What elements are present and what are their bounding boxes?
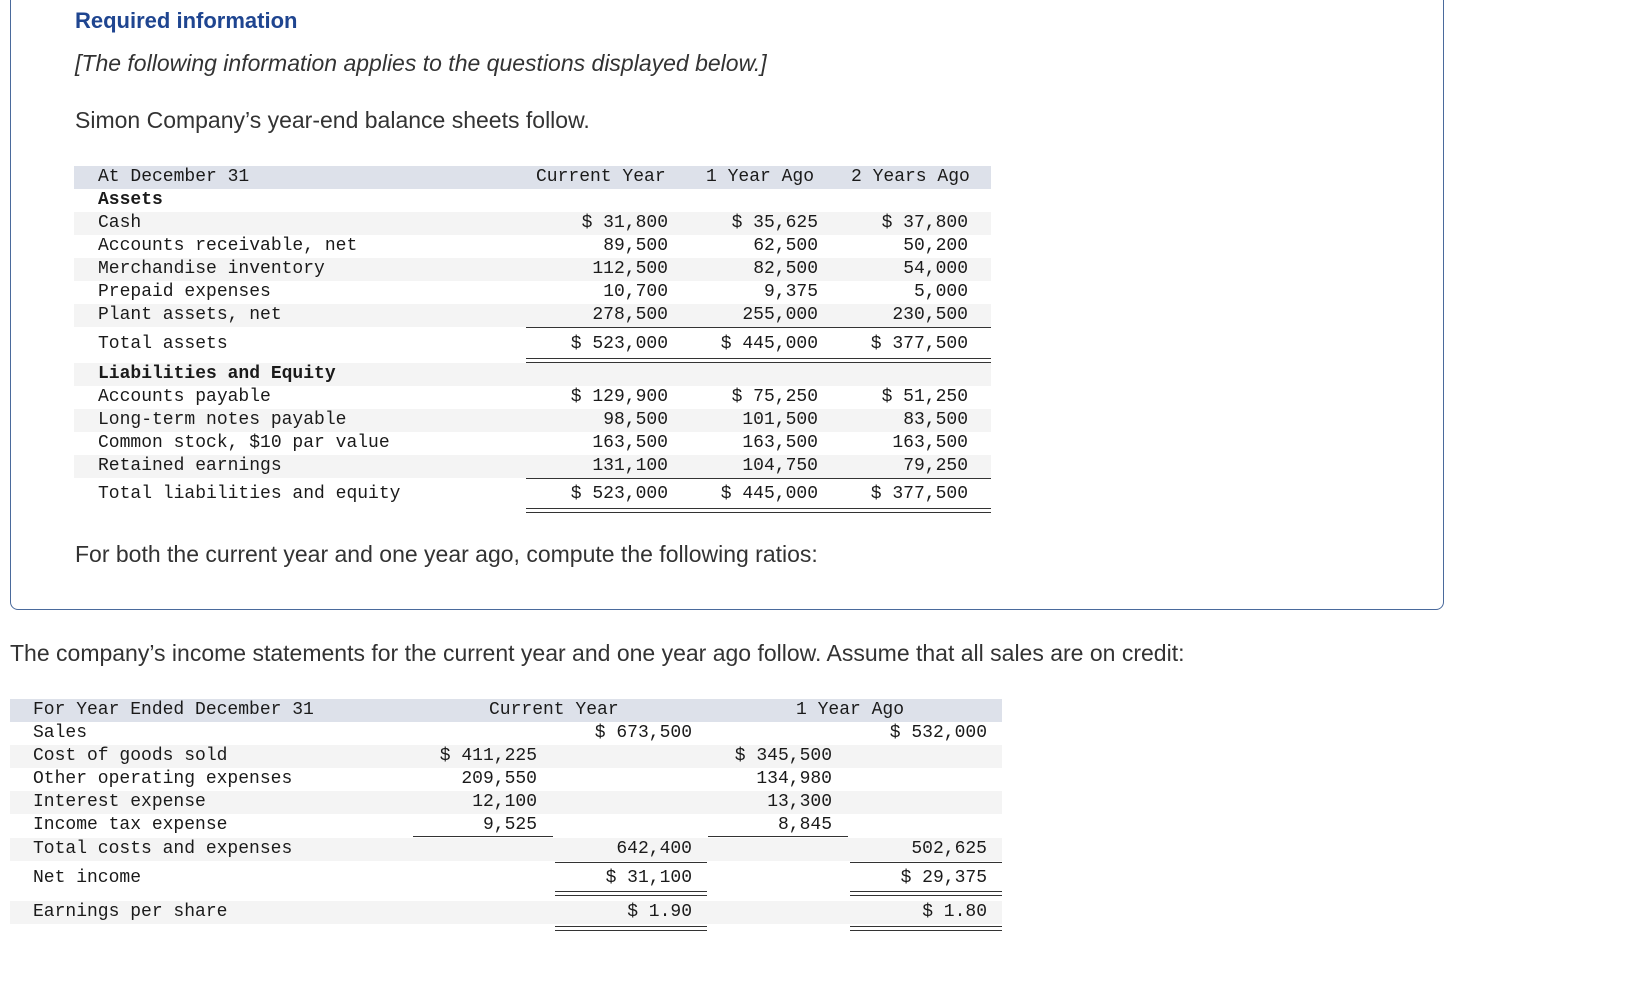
subtotal-rule	[708, 836, 848, 837]
value-2-years-ago: 54,000	[903, 259, 968, 279]
value-2-years-ago: $ 377,500	[870, 334, 968, 354]
table-row	[10, 768, 1002, 791]
section-heading	[74, 363, 991, 386]
value-2-years-ago: 50,200	[903, 236, 968, 256]
value-current-year: $ 1.90	[627, 902, 692, 922]
liabilities-heading: Liabilities and Equity	[98, 364, 336, 384]
row-label: Plant assets, net	[98, 305, 282, 325]
table-row	[74, 455, 991, 478]
assets-heading: Assets	[98, 190, 163, 210]
value-current-year: 10,700	[603, 282, 668, 302]
row-label: Other operating expenses	[33, 769, 293, 789]
row-label: Sales	[33, 723, 88, 743]
row-label: Total costs and expenses	[33, 839, 293, 859]
row-label: Cash	[98, 213, 142, 233]
value-1-year-ago: 82,500	[753, 259, 818, 279]
table-row	[74, 432, 991, 455]
table-row	[10, 838, 1002, 861]
table-row	[74, 235, 991, 258]
total-double-rule	[850, 926, 1002, 931]
value-current-year: 89,500	[603, 236, 668, 256]
value-2-years-ago: $ 37,800	[881, 213, 968, 233]
value-2-years-ago: 163,500	[892, 433, 968, 453]
row-label: Cost of goods sold	[33, 746, 228, 766]
header-current-year: Current Year	[489, 700, 619, 720]
value-current-year: 12,100	[472, 792, 537, 812]
value-2-years-ago: 83,500	[903, 410, 968, 430]
total-row	[74, 483, 991, 506]
value-current-year: 112,500	[592, 259, 668, 279]
table-row	[74, 304, 991, 327]
income-statement-lead: The company’s income statements for the current year and one year ago follow. Assume that all sales are on credit:	[10, 640, 1185, 666]
value-1-year-ago: 62,500	[753, 236, 818, 256]
header-1-year-ago: 1 Year Ago	[706, 167, 815, 187]
value-current-year: 131,100	[592, 456, 668, 476]
required-info-title: Required information	[75, 8, 298, 33]
header-2-years-ago: 2 Years Ago	[851, 167, 970, 187]
value-2-years-ago: 5,000	[913, 282, 968, 302]
value-current-year: $ 31,100	[605, 868, 692, 888]
row-label: Accounts receivable, net	[98, 236, 358, 256]
row-label: Earnings per share	[33, 902, 228, 922]
value-current-year: $ 129,900	[570, 387, 668, 407]
subtotal-rule	[526, 327, 991, 328]
total-double-rule	[850, 891, 1002, 896]
table-row	[10, 814, 1002, 837]
row-label: Net income	[33, 868, 142, 888]
table-row	[10, 722, 1002, 745]
value-1-year-ago: $ 75,250	[731, 387, 818, 407]
header-period-label: For Year Ended December 31	[33, 700, 314, 720]
value-1-year-ago: 101,500	[742, 410, 818, 430]
table-header-row	[74, 166, 991, 189]
value-2-years-ago: 230,500	[892, 305, 968, 325]
value-current-year: $ 523,000	[570, 484, 668, 504]
table-row	[74, 409, 991, 432]
row-label: Accounts payable	[98, 387, 271, 407]
value-1-year-ago: 13,300	[767, 792, 832, 812]
value-current-year: $ 523,000	[570, 334, 668, 354]
total-double-rule	[555, 891, 707, 896]
value-current-year: 642,400	[616, 839, 692, 859]
row-label: Prepaid expenses	[98, 282, 271, 302]
value-1-year-ago: 134,980	[756, 769, 832, 789]
value-1-year-ago: $ 29,375	[900, 868, 987, 888]
value-current-year: 163,500	[592, 433, 668, 453]
table-row	[10, 901, 1002, 924]
table-header-row	[10, 699, 1002, 722]
value-1-year-ago: $ 1.80	[922, 902, 987, 922]
row-label: Total liabilities and equity	[98, 484, 401, 504]
value-current-year: 98,500	[603, 410, 668, 430]
total-double-rule	[526, 508, 991, 513]
value-current-year: 278,500	[592, 305, 668, 325]
value-1-year-ago: $ 345,500	[734, 746, 832, 766]
subtotal-rule	[555, 862, 707, 863]
value-1-year-ago: 9,375	[763, 282, 818, 302]
value-current-year: $ 31,800	[581, 213, 668, 233]
table-row	[10, 867, 1002, 890]
table-row	[74, 386, 991, 409]
row-label: Income tax expense	[33, 815, 228, 835]
value-2-years-ago: 79,250	[903, 456, 968, 476]
value-1-year-ago: $ 35,625	[731, 213, 818, 233]
value-1-year-ago: $ 445,000	[720, 484, 818, 504]
total-double-rule	[555, 926, 707, 931]
value-2-years-ago: $ 51,250	[881, 387, 968, 407]
value-1-year-ago: 104,750	[742, 456, 818, 476]
subtotal-rule	[526, 478, 991, 479]
row-label: Total assets	[98, 334, 228, 354]
row-label: Retained earnings	[98, 456, 282, 476]
ratios-lead: For both the current year and one year ago, compute the following ratios:	[75, 541, 818, 567]
row-label: Interest expense	[33, 792, 206, 812]
header-1-year-ago: 1 Year Ago	[796, 700, 905, 720]
value-2-years-ago: $ 377,500	[870, 484, 968, 504]
table-row	[74, 258, 991, 281]
balance-sheet-lead: Simon Company’s year-end balance sheets follow.	[75, 107, 590, 133]
header-current-year: Current Year	[536, 167, 666, 187]
value-1-year-ago: 8,845	[777, 815, 832, 835]
value-1-year-ago: 255,000	[742, 305, 818, 325]
intro-text: [The following information applies to the questions displayed below.]	[75, 50, 767, 76]
value-1-year-ago: 502,625	[911, 839, 987, 859]
row-label: Long-term notes payable	[98, 410, 347, 430]
subtotal-rule	[850, 862, 1002, 863]
value-1-year-ago: $ 532,000	[889, 723, 987, 743]
header-date-label: At December 31	[98, 167, 250, 187]
value-current-year: $ 673,500	[594, 723, 692, 743]
value-current-year: 9,525	[482, 815, 537, 835]
table-row	[74, 212, 991, 235]
row-label: Merchandise inventory	[98, 259, 325, 279]
table-row	[10, 791, 1002, 814]
table-row	[10, 745, 1002, 768]
row-label: Common stock, $10 par value	[98, 433, 390, 453]
section-heading	[74, 189, 991, 212]
value-1-year-ago: $ 445,000	[720, 334, 818, 354]
table-row	[74, 281, 991, 304]
total-row	[74, 333, 991, 356]
value-current-year: 209,550	[461, 769, 537, 789]
value-current-year: $ 411,225	[439, 746, 537, 766]
value-1-year-ago: 163,500	[742, 433, 818, 453]
subtotal-rule	[413, 836, 553, 837]
